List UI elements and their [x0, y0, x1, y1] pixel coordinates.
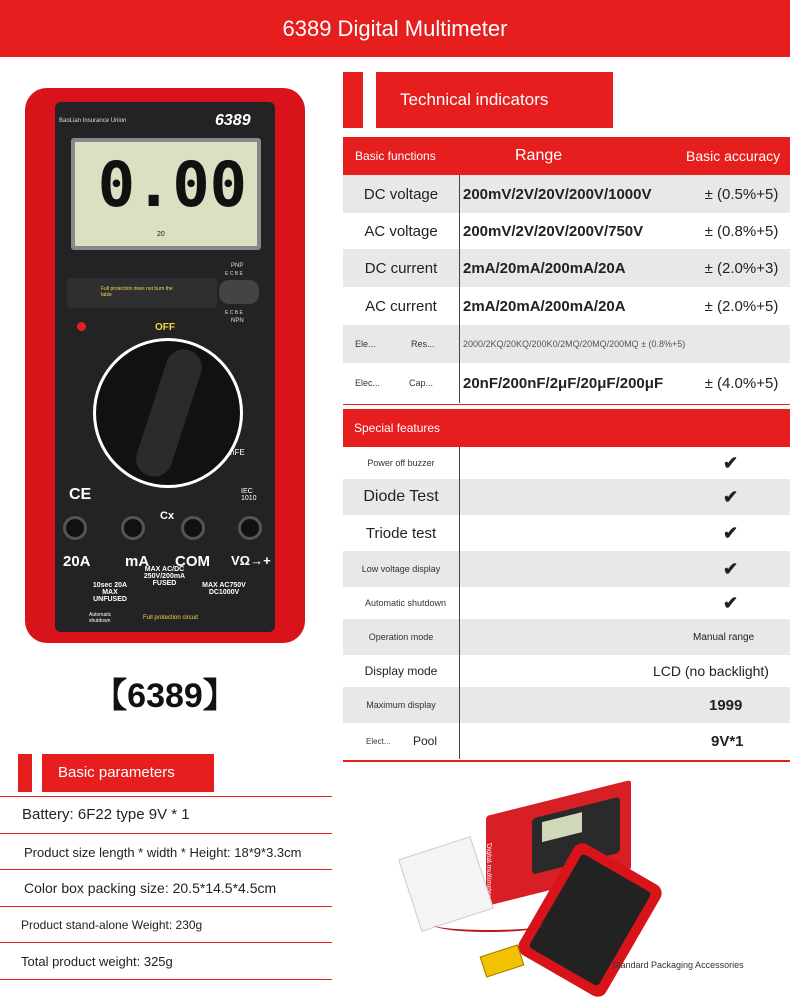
tech-accuracy: ± (4.0%+5) — [704, 374, 779, 392]
params-line — [0, 979, 332, 980]
tech-title — [376, 72, 613, 128]
feature-label: Display mode — [364, 664, 438, 678]
tech-accuracy: ± (2.0%+5) — [704, 297, 779, 315]
feature-max-display — [343, 687, 790, 723]
feature-label-b: Pool — [413, 734, 438, 748]
param-box-size: Color box packing size: 20.5*14.5*4.5cm — [24, 880, 277, 896]
tech-accuracy: ± (2.0%+3) — [704, 259, 779, 277]
params-line — [0, 906, 332, 907]
tech-row-dc-current — [343, 249, 790, 287]
tech-func: DC voltage — [363, 185, 439, 203]
feature-label: Diode Test — [363, 488, 439, 505]
feature-label: Power off buzzer — [367, 458, 435, 468]
tech-bottom-line — [343, 404, 790, 405]
ecbe-top: E C B E — [225, 271, 243, 277]
ecbe-bottom: E C B E — [225, 310, 243, 316]
model-label: 6389 — [215, 112, 251, 129]
jack-ma-socket[interactable] — [121, 516, 145, 540]
check-icon: ✔ — [723, 522, 739, 543]
iec-label: IEC 1010 — [241, 488, 257, 502]
transistor-socket — [219, 280, 259, 304]
brand-label: BaoLian Insurance Union — [59, 118, 127, 124]
packaging-caption: Standard Packaging Accessories — [612, 960, 744, 970]
param-weight: Product stand-alone Weight: 230g — [21, 918, 203, 932]
feature-operation-mode — [343, 619, 790, 655]
page-banner — [0, 0, 790, 57]
feature-value: 9V*1 — [711, 732, 744, 750]
protection-note: Full protection does not burn the table — [101, 286, 173, 298]
tech-title-accent — [343, 72, 363, 128]
feature-low-voltage — [343, 551, 790, 587]
lcd-screen — [71, 138, 261, 250]
tech-header — [343, 137, 790, 175]
param-size: Product size length * width * Height: 18*9*3.3cm — [24, 845, 302, 860]
power-led-icon — [77, 322, 86, 331]
params-title — [42, 754, 214, 792]
tech-table — [343, 137, 790, 403]
params-line — [0, 869, 332, 870]
params-line — [0, 833, 332, 834]
params-title-text: Basic parameters — [58, 764, 175, 781]
tech-row-dc-voltage — [343, 175, 790, 213]
check-icon: ✔ — [723, 486, 739, 507]
feature-label: Automatic shutdown — [365, 598, 447, 608]
tech-func-b: Res... — [411, 339, 435, 349]
jack-com-socket[interactable] — [181, 516, 205, 540]
tech-func-a: Elec... — [355, 378, 381, 388]
feature-label: Triode test — [365, 524, 437, 542]
param-total-weight: Total product weight: 325g — [21, 954, 173, 969]
packaging-image — [400, 768, 660, 983]
tech-accuracy: ± (0.8%+5) — [704, 222, 779, 240]
tech-title-text: Technical indicators — [400, 90, 549, 109]
feature-label: Low voltage display — [361, 564, 441, 574]
check-icon: ✔ — [723, 592, 739, 613]
note-v: MAX AC750V DC1000V — [202, 582, 246, 596]
note-20a: 10sec 20A MAX UNFUSED — [92, 582, 128, 603]
tech-row-ac-current — [343, 287, 790, 325]
feature-value: Manual range — [693, 631, 755, 643]
tech-func: AC voltage — [364, 222, 438, 240]
rotary-dial[interactable] — [93, 338, 243, 488]
jack-com-label: COM — [175, 553, 210, 570]
tech-range: 20nF/200nF/2μF/20μF/200μF — [463, 374, 664, 392]
tech-range: 2000/2KQ/20KQ/200K0/2MQ/20MQ/200MQ ± (0.8%+5) — [463, 339, 686, 349]
tech-func-a: Ele... — [355, 339, 376, 349]
special-header — [343, 409, 790, 447]
header-accuracy: Basic accuracy — [686, 148, 781, 164]
feature-label-a: Elect... — [366, 736, 391, 746]
banner-title: 6389 Digital Multimeter — [282, 16, 508, 41]
tech-func: AC current — [365, 297, 437, 315]
tech-row-capacitance — [343, 363, 790, 403]
dial-pointer — [131, 345, 206, 482]
feature-battery — [343, 723, 790, 759]
note-ma: MAX AC/DC 250V/200mA FUSED — [143, 566, 186, 587]
params-line — [0, 942, 332, 943]
feature-buzzer — [343, 447, 790, 479]
ce-mark: CE — [69, 486, 92, 503]
feature-value: LCD (no backlight) — [653, 663, 769, 679]
tech-range: 200mV/2V/20V/200V/1000V — [463, 185, 652, 203]
jack-20a-label: 20A — [63, 553, 91, 570]
lcd-reading: 0.00 — [97, 148, 247, 221]
feature-auto-shutdown — [343, 587, 790, 619]
params-line — [0, 796, 332, 797]
test-leads — [434, 918, 544, 932]
cx-label: Cx — [160, 510, 175, 522]
npn-label: NPN — [231, 318, 244, 324]
feature-triode — [343, 515, 790, 551]
feature-diode — [343, 479, 790, 515]
tech-divider — [459, 175, 460, 403]
feature-display-mode — [343, 655, 790, 687]
special-bottom-line — [343, 760, 790, 762]
off-label: OFF — [155, 322, 175, 333]
multimeter-image — [25, 88, 305, 643]
tech-func: DC current — [364, 259, 438, 277]
special-divider — [459, 447, 460, 759]
box-text: Digital multimeter — [485, 842, 492, 899]
params-title-accent — [18, 754, 32, 792]
feature-label: Operation mode — [368, 632, 434, 642]
tech-range: 2mA/20mA/200mA/20A — [463, 259, 626, 277]
model-caption: 【6389】 — [93, 677, 237, 715]
full-circuit-label: Full protection circuit — [143, 615, 199, 621]
protection-panel — [67, 278, 217, 308]
check-icon: ✔ — [723, 558, 739, 579]
pnp-label: PNP — [231, 263, 244, 269]
tech-row-resistance — [343, 325, 790, 363]
header-functions: Basic functions — [355, 149, 436, 163]
jack-v-socket[interactable] — [238, 516, 262, 540]
special-title: Special features — [354, 421, 441, 435]
tech-accuracy: ± (0.5%+5) — [704, 185, 779, 203]
feature-label: Maximum display — [366, 700, 436, 710]
jack-ma-label: mA — [125, 553, 150, 570]
jack-20a-socket[interactable] — [63, 516, 87, 540]
tech-range: 2mA/20mA/200mA/20A — [463, 297, 626, 315]
feature-value: 1999 — [709, 696, 743, 714]
jack-v-label: VΩ→+ — [231, 553, 271, 568]
auto-shutdown-label: Automatic shutdown — [89, 612, 112, 624]
special-table — [343, 409, 790, 761]
tech-row-ac-voltage — [343, 213, 790, 249]
tech-range: 200mV/2V/20V/200V/750V — [463, 222, 644, 240]
param-battery: Battery: 6F22 type 9V * 1 — [22, 806, 190, 823]
lcd-sub: 20 — [157, 231, 165, 238]
hfe-label: hFE — [230, 448, 245, 457]
check-icon: ✔ — [723, 452, 739, 473]
tech-func-b: Cap... — [409, 378, 434, 388]
header-range: Range — [515, 147, 563, 164]
battery-9v — [480, 944, 525, 977]
